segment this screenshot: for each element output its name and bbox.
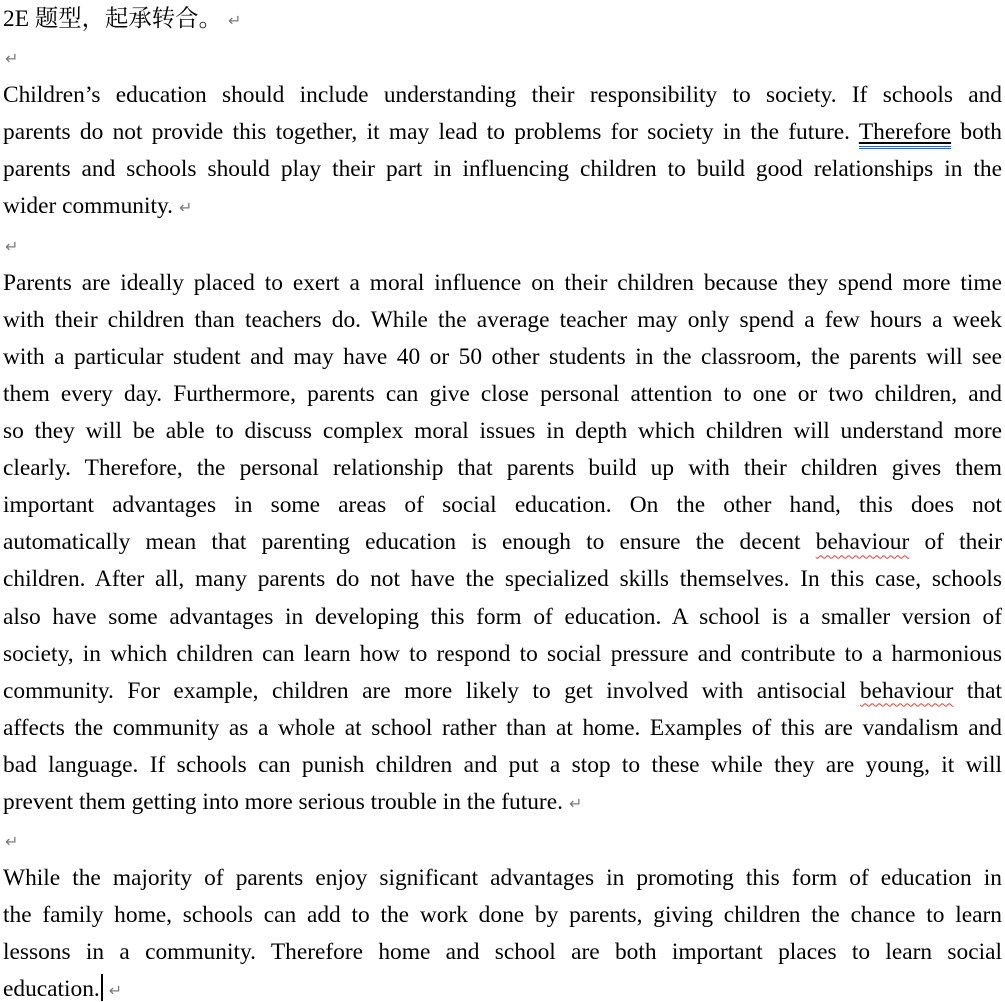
text-line[interactable] (3, 265, 1002, 302)
text-run: parents do not provide this together, it may lead to problems for society in the future. (3, 119, 859, 146)
text-run: community. For example, children are more likely to get involved with antisocial (3, 677, 860, 704)
grammar-underlined-word: Therefore (859, 119, 951, 149)
text-line[interactable] (3, 39, 1002, 77)
text-line[interactable] (3, 450, 1002, 487)
heading-line[interactable] (3, 1, 1002, 39)
text-run: Children’s education should include understanding their responsibility to society. If schools and (3, 82, 1002, 109)
text-line[interactable] (3, 897, 1002, 934)
text-run: children. After all, many parents do not have the specialized skills themselves. In this case, schools (3, 566, 1002, 593)
text-line[interactable] (3, 673, 1002, 710)
text-run: so they will be able to discuss complex moral issues in depth which children will understand more (3, 418, 1002, 445)
spellcheck-underlined-word: behaviour (859, 677, 954, 704)
text-run: parents and schools should play their part in influencing children to build good relationships in the (3, 156, 1002, 183)
text-run: clearly. Therefore, the personal relationship that parents build up with their children gives them (3, 455, 1002, 482)
text-run: of their (909, 529, 1003, 556)
text-line[interactable] (3, 524, 1002, 561)
text-line[interactable] (3, 487, 1002, 524)
text-run: affects the community as a whole at school rather than at home. Examples of this are vandalism and (3, 714, 1002, 741)
text-run: lessons in a community. Therefore home and school are both important places to learn social (3, 939, 1002, 966)
text-run: that (953, 677, 1002, 704)
spellcheck-underlined-word: behaviour (815, 529, 910, 556)
text-run: education. (3, 976, 100, 1002)
paragraph-mark-icon: ↵ (568, 793, 583, 813)
text-line[interactable] (3, 710, 1002, 747)
text-run: bad language. If schools can punish children and put a stop to these while they are young, it will (3, 751, 1002, 778)
paragraph-mark-icon: ↵ (227, 11, 242, 30)
text-line[interactable] (3, 860, 1002, 897)
text-line[interactable] (3, 77, 1002, 114)
text-run: automatically mean that parenting education is enough to ensure the decent (3, 529, 816, 556)
text-line[interactable] (3, 561, 1002, 598)
text-run: prevent them getting into more serious trouble in the future. (3, 788, 563, 815)
text-line[interactable] (3, 934, 1002, 971)
text-run: both (951, 119, 1002, 146)
text-run: society, in which children can learn how to respond to social pressure and contribute to a harmonious (3, 640, 1002, 667)
text-line[interactable] (3, 339, 1002, 376)
text-line[interactable] (3, 188, 1002, 226)
text-run: 2E 题型，起承转合。 (3, 6, 222, 32)
text-line[interactable] (3, 227, 1002, 265)
text-line[interactable] (3, 376, 1002, 413)
text-cursor (101, 974, 103, 1001)
text-line[interactable] (3, 636, 1002, 673)
text-run: important advantages in some areas of social education. On the other hand, this does not (3, 492, 1002, 519)
paragraph-mark-icon: ↵ (178, 198, 193, 218)
text-line[interactable] (3, 302, 1002, 339)
paragraph-mark-icon: ↵ (5, 236, 19, 256)
paragraph-mark-icon: ↵ (108, 981, 123, 1001)
text-run: the family home, schools can add to the work done by parents, giving children the chance to learn (3, 902, 1002, 929)
paragraph-mark-icon: ↵ (5, 832, 19, 852)
text-run: also have some advantages in developing this form of education. A school is a smaller version of (3, 603, 1002, 630)
text-line[interactable] (3, 599, 1002, 636)
text-run: While the majority of parents enjoy significant advantages in promoting this form of education in (3, 865, 1002, 892)
text-line[interactable] (3, 747, 1002, 784)
text-line[interactable] (3, 971, 1002, 1002)
text-line[interactable] (3, 784, 1002, 822)
text-line[interactable] (3, 114, 1002, 151)
paragraph-mark-icon: ↵ (5, 49, 19, 69)
text-run: wider community. (3, 193, 173, 220)
text-run: Parents are ideally placed to exert a moral influence on their children because they spend more time (3, 269, 1002, 296)
text-run: with a particular student and may have 40 or 50 other students in the classroom, the parents will see (3, 343, 1002, 370)
text-run: them every day. Furthermore, parents can give close personal attention to one or two children, and (3, 380, 1002, 407)
text-line[interactable] (3, 822, 1002, 860)
text-line[interactable] (3, 151, 1002, 188)
text-line[interactable] (3, 413, 1002, 450)
text-run: with their children than teachers do. While the average teacher may only spend a few hours a week (3, 306, 1002, 333)
